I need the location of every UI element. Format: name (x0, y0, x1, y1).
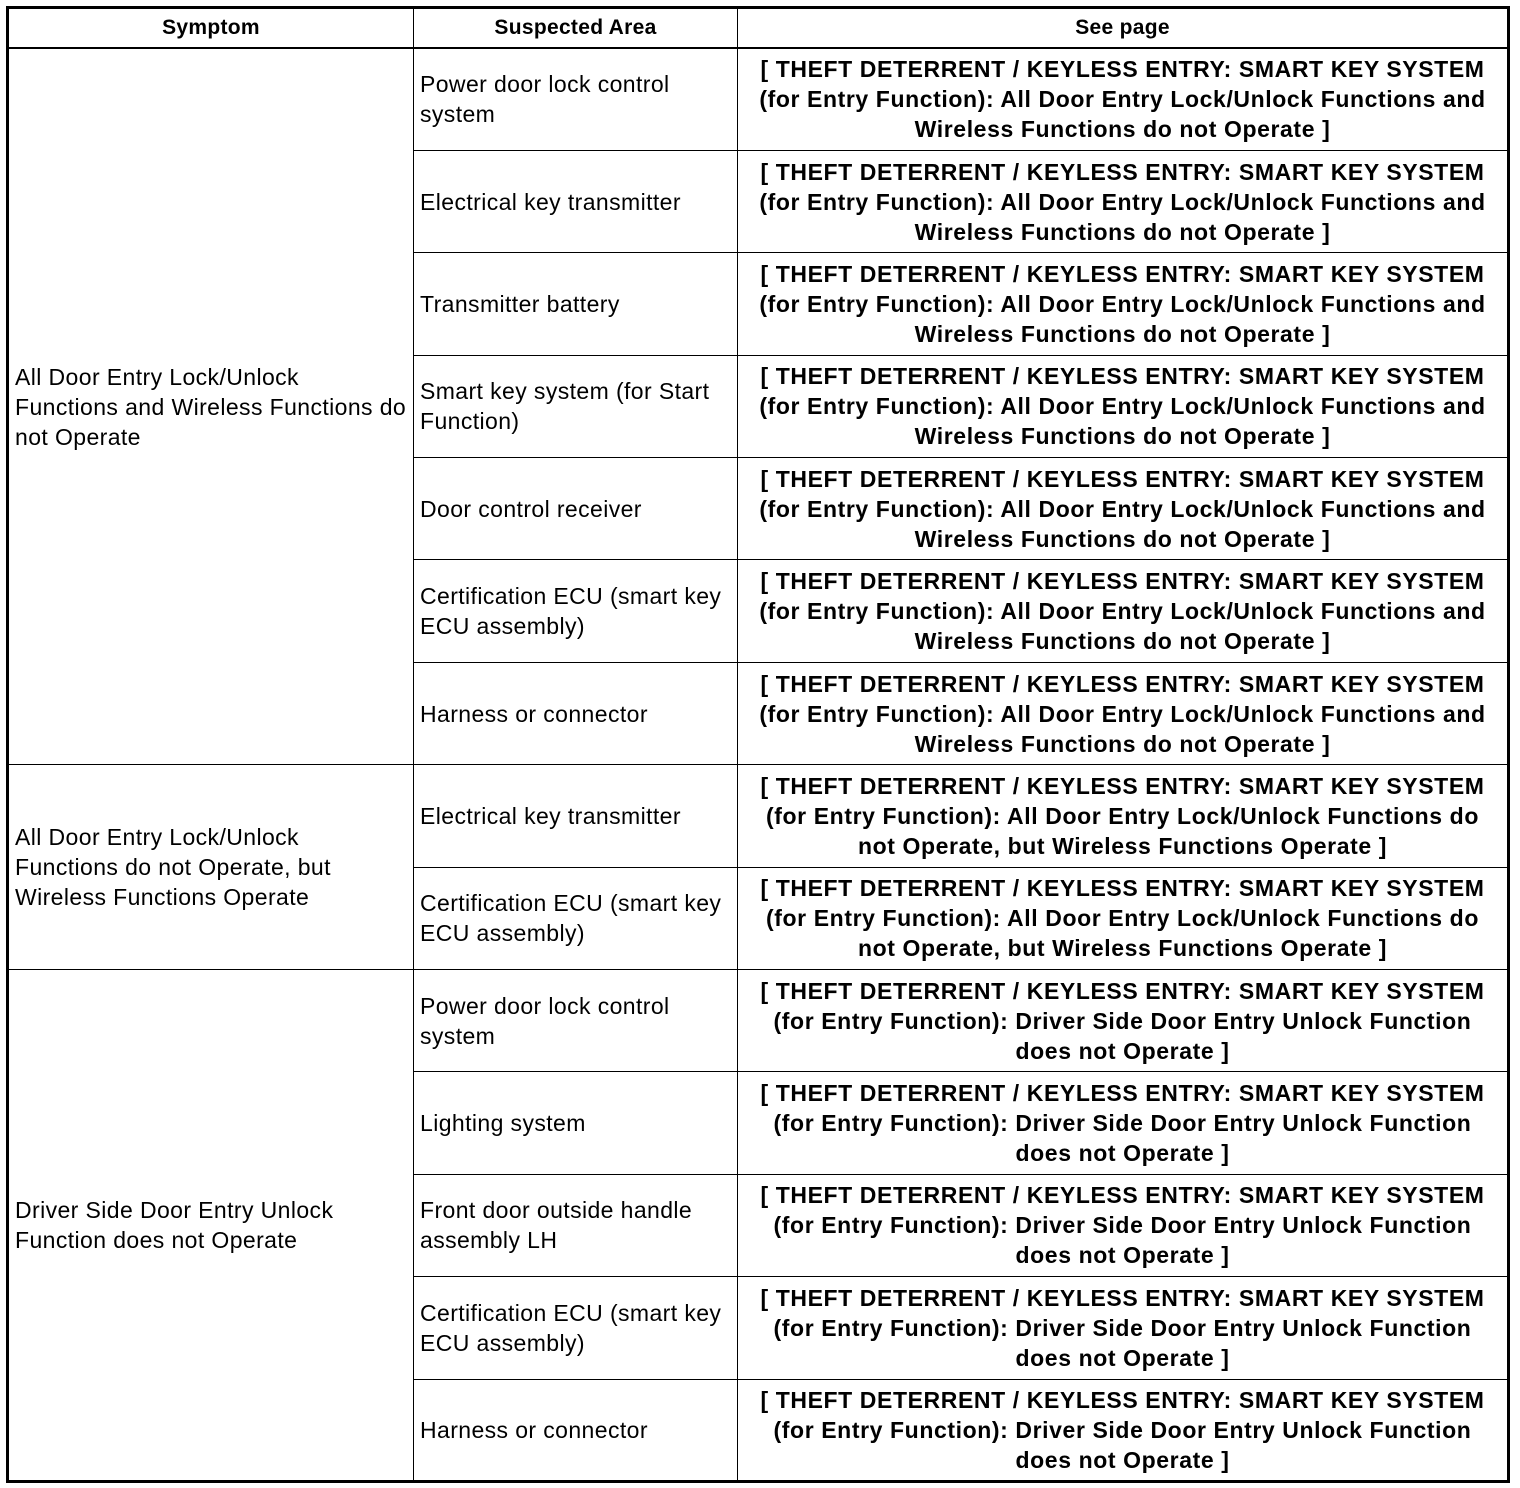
see-page-link[interactable]: [ THEFT DETERRENT / KEYLESS ENTRY: SMART KEY SYSTEM (for Entry Function): All Door Entry Lock/Unlock Functions and Wireless Functions do not Operate ] (738, 355, 1509, 457)
table-row (8, 765, 1509, 867)
problem-symptoms-table (6, 6, 1510, 1483)
suspected-area-cell: Electrical key transmitter (414, 765, 738, 867)
table-header (8, 8, 1509, 49)
header-symptom: Symptom (8, 8, 414, 49)
suspected-area-cell: Certification ECU (smart key ECU assembly) (414, 560, 738, 662)
see-page-link[interactable]: [ THEFT DETERRENT / KEYLESS ENTRY: SMART KEY SYSTEM (for Entry Function): Driver Side Door Entry Unlock Function does not Operate ] (738, 1072, 1509, 1174)
suspected-area-cell: Certification ECU (smart key ECU assembly) (414, 867, 738, 969)
see-page-link[interactable]: [ THEFT DETERRENT / KEYLESS ENTRY: SMART KEY SYSTEM (for Entry Function): Driver Side Door Entry Unlock Function does not Operate ] (738, 1277, 1509, 1379)
suspected-area-cell: Harness or connector (414, 1379, 738, 1481)
see-page-link[interactable]: [ THEFT DETERRENT / KEYLESS ENTRY: SMART KEY SYSTEM (for Entry Function): Driver Side Door Entry Unlock Function does not Operate ] (738, 1379, 1509, 1481)
suspected-area-cell: Lighting system (414, 1072, 738, 1174)
suspected-area-cell: Transmitter battery (414, 253, 738, 355)
header-see-page: See page (738, 8, 1509, 49)
suspected-area-cell: Front door outside handle assembly LH (414, 1174, 738, 1276)
suspected-area-cell: Power door lock control system (414, 970, 738, 1072)
see-page-link[interactable]: [ THEFT DETERRENT / KEYLESS ENTRY: SMART KEY SYSTEM (for Entry Function): All Door Entry Lock/Unlock Functions and Wireless Functions do not Operate ] (738, 253, 1509, 355)
header-suspected-area: Suspected Area (414, 8, 738, 49)
symptom-cell: All Door Entry Lock/Unlock Functions do not Operate, but Wireless Functions Operate (8, 765, 414, 970)
table-body (8, 48, 1509, 1481)
see-page-link[interactable]: [ THEFT DETERRENT / KEYLESS ENTRY: SMART KEY SYSTEM (for Entry Function): Driver Side Door Entry Unlock Function does not Operate ] (738, 970, 1509, 1072)
see-page-link[interactable]: [ THEFT DETERRENT / KEYLESS ENTRY: SMART KEY SYSTEM (for Entry Function): All Door Entry Lock/Unlock Functions and Wireless Functions do not Operate ] (738, 48, 1509, 150)
suspected-area-cell: Power door lock control system (414, 48, 738, 150)
table-row (8, 48, 1509, 150)
symptom-cell: Driver Side Door Entry Unlock Function does not Operate (8, 970, 414, 1482)
header-row (8, 8, 1509, 49)
see-page-link[interactable]: [ THEFT DETERRENT / KEYLESS ENTRY: SMART KEY SYSTEM (for Entry Function): All Door Entry Lock/Unlock Functions and Wireless Functions do not Operate ] (738, 662, 1509, 764)
see-page-link[interactable]: [ THEFT DETERRENT / KEYLESS ENTRY: SMART KEY SYSTEM (for Entry Function): All Door Entry Lock/Unlock Functions and Wireless Functions do not Operate ] (738, 560, 1509, 662)
table-row (8, 970, 1509, 1072)
suspected-area-cell: Harness or connector (414, 662, 738, 764)
suspected-area-cell: Door control receiver (414, 458, 738, 560)
see-page-link[interactable]: [ THEFT DETERRENT / KEYLESS ENTRY: SMART KEY SYSTEM (for Entry Function): All Door Entry Lock/Unlock Functions and Wireless Functions do not Operate ] (738, 458, 1509, 560)
see-page-link[interactable]: [ THEFT DETERRENT / KEYLESS ENTRY: SMART KEY SYSTEM (for Entry Function): All Door Entry Lock/Unlock Functions do not Operate, but Wireless Functions Operate ] (738, 867, 1509, 969)
see-page-link[interactable]: [ THEFT DETERRENT / KEYLESS ENTRY: SMART KEY SYSTEM (for Entry Function): All Door Entry Lock/Unlock Functions and Wireless Functions do not Operate ] (738, 150, 1509, 252)
see-page-link[interactable]: [ THEFT DETERRENT / KEYLESS ENTRY: SMART KEY SYSTEM (for Entry Function): All Door Entry Lock/Unlock Functions do not Operate, but Wireless Functions Operate ] (738, 765, 1509, 867)
suspected-area-cell: Certification ECU (smart key ECU assembly) (414, 1277, 738, 1379)
see-page-link[interactable]: [ THEFT DETERRENT / KEYLESS ENTRY: SMART KEY SYSTEM (for Entry Function): Driver Side Door Entry Unlock Function does not Operate ] (738, 1174, 1509, 1276)
symptom-cell: All Door Entry Lock/Unlock Functions and Wireless Functions do not Operate (8, 48, 414, 765)
suspected-area-cell: Smart key system (for Start Function) (414, 355, 738, 457)
suspected-area-cell: Electrical key transmitter (414, 150, 738, 252)
